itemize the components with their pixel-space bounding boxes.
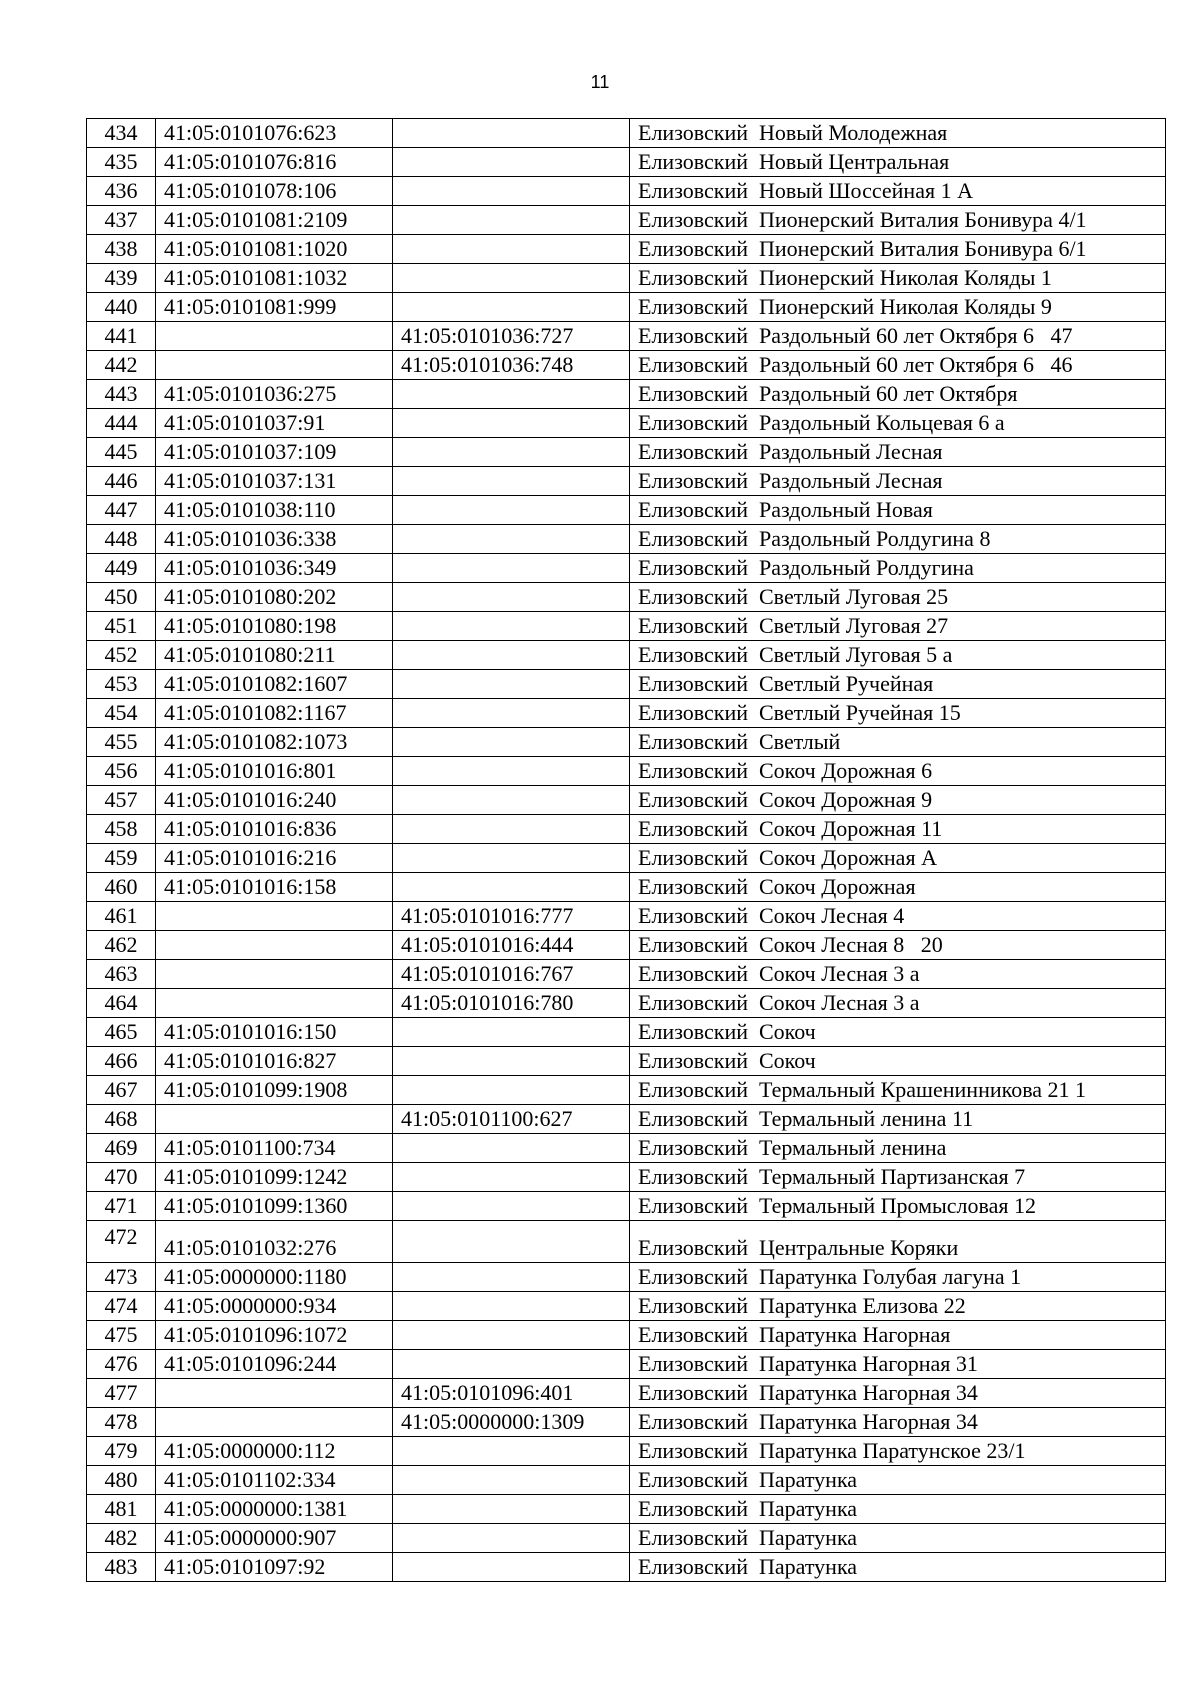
related-cadastral-number-cell <box>393 1192 630 1221</box>
row-number-cell: 463 <box>87 960 156 989</box>
related-cadastral-number-cell <box>393 583 630 612</box>
cadastral-number-cell <box>156 902 393 931</box>
table-row <box>87 641 1166 670</box>
cadastral-number-cell <box>156 322 393 351</box>
related-cadastral-number-cell <box>393 1076 630 1105</box>
cadastral-number-cell: 41:05:0101099:1360 <box>156 1192 393 1221</box>
row-number-cell: 461 <box>87 902 156 931</box>
table-row <box>87 351 1166 380</box>
cadastral-number-cell: 41:05:0101016:150 <box>156 1018 393 1047</box>
related-cadastral-number-cell <box>393 293 630 322</box>
cadastral-number-cell: 41:05:0101081:2109 <box>156 206 393 235</box>
address-cell: Елизовский Светлый Луговая 27 <box>630 612 1166 641</box>
row-number-cell: 444 <box>87 409 156 438</box>
address-cell: Елизовский Термальный Крашенинникова 21 1 <box>630 1076 1166 1105</box>
row-number-cell: 435 <box>87 148 156 177</box>
cadastral-number-cell: 41:05:0101100:734 <box>156 1134 393 1163</box>
table-row <box>87 989 1166 1018</box>
address-cell: Елизовский Сокоч Лесная 8 20 <box>630 931 1166 960</box>
related-cadastral-number-cell <box>393 786 630 815</box>
row-number-cell: 482 <box>87 1524 156 1553</box>
row-number-cell: 470 <box>87 1163 156 1192</box>
row-number-cell: 462 <box>87 931 156 960</box>
table-row <box>87 815 1166 844</box>
row-number-cell: 474 <box>87 1292 156 1321</box>
row-number-cell: 449 <box>87 554 156 583</box>
related-cadastral-number-cell: 41:05:0101016:780 <box>393 989 630 1018</box>
table-row <box>87 1134 1166 1163</box>
row-number-cell: 443 <box>87 380 156 409</box>
row-number-cell: 445 <box>87 438 156 467</box>
table-row <box>87 902 1166 931</box>
related-cadastral-number-cell: 41:05:0101016:777 <box>393 902 630 931</box>
row-number-cell: 453 <box>87 670 156 699</box>
related-cadastral-number-cell <box>393 1134 630 1163</box>
related-cadastral-number-cell <box>393 641 630 670</box>
row-number-cell: 483 <box>87 1553 156 1582</box>
related-cadastral-number-cell <box>393 815 630 844</box>
related-cadastral-number-cell <box>393 1292 630 1321</box>
cadastral-number-cell: 41:05:0101102:334 <box>156 1466 393 1495</box>
cadastral-number-cell: 41:05:0101080:211 <box>156 641 393 670</box>
cadastral-number-cell: 41:05:0101096:244 <box>156 1350 393 1379</box>
related-cadastral-number-cell <box>393 1553 630 1582</box>
address-cell: Елизовский Раздольный Ролдугина <box>630 554 1166 583</box>
related-cadastral-number-cell <box>393 757 630 786</box>
cadastral-number-cell: 41:05:0101081:1032 <box>156 264 393 293</box>
address-cell: Елизовский Сокоч Лесная 4 <box>630 902 1166 931</box>
row-number-cell: 452 <box>87 641 156 670</box>
row-number-cell: 454 <box>87 699 156 728</box>
address-cell: Елизовский Паратунка Нагорная 31 <box>630 1350 1166 1379</box>
table-row <box>87 380 1166 409</box>
address-cell: Елизовский Новый Молодежная <box>630 119 1166 148</box>
address-cell: Елизовский Пионерский Виталия Бонивура 6/1 <box>630 235 1166 264</box>
row-number-cell: 459 <box>87 844 156 873</box>
table-row <box>87 728 1166 757</box>
row-number-cell: 467 <box>87 1076 156 1105</box>
related-cadastral-number-cell <box>393 873 630 902</box>
cadastral-number-cell: 41:05:0101097:92 <box>156 1553 393 1582</box>
related-cadastral-number-cell: 41:05:0000000:1309 <box>393 1408 630 1437</box>
cadastral-table <box>86 118 1166 1582</box>
cadastral-number-cell: 41:05:0101036:275 <box>156 380 393 409</box>
row-number-cell: 475 <box>87 1321 156 1350</box>
row-number-cell: 460 <box>87 873 156 902</box>
address-cell: Елизовский Сокоч Дорожная 11 <box>630 815 1166 844</box>
table-row <box>87 1437 1166 1466</box>
cadastral-number-cell: 41:05:0000000:934 <box>156 1292 393 1321</box>
related-cadastral-number-cell: 41:05:0101036:748 <box>393 351 630 380</box>
table-row <box>87 1408 1166 1437</box>
row-number-cell: 468 <box>87 1105 156 1134</box>
related-cadastral-number-cell <box>393 119 630 148</box>
address-cell: Елизовский Светлый Ручейная <box>630 670 1166 699</box>
cadastral-number-cell: 41:05:0101016:836 <box>156 815 393 844</box>
row-number-cell: 446 <box>87 467 156 496</box>
table-row <box>87 525 1166 554</box>
related-cadastral-number-cell <box>393 148 630 177</box>
row-number-cell: 436 <box>87 177 156 206</box>
address-cell: Елизовский Раздольный Лесная <box>630 438 1166 467</box>
row-number-cell: 476 <box>87 1350 156 1379</box>
address-cell: Елизовский Светлый <box>630 728 1166 757</box>
related-cadastral-number-cell <box>393 264 630 293</box>
row-number-cell: 451 <box>87 612 156 641</box>
table-row <box>87 293 1166 322</box>
related-cadastral-number-cell <box>393 1437 630 1466</box>
cadastral-number-cell: 41:05:0101080:202 <box>156 583 393 612</box>
related-cadastral-number-cell <box>393 1018 630 1047</box>
address-cell: Елизовский Раздольный 60 лет Октября 6 46 <box>630 351 1166 380</box>
address-cell: Елизовский Сокоч Дорожная 6 <box>630 757 1166 786</box>
row-number-cell: 440 <box>87 293 156 322</box>
address-cell: Елизовский Раздольный Лесная <box>630 467 1166 496</box>
table-row <box>87 1466 1166 1495</box>
related-cadastral-number-cell <box>393 844 630 873</box>
address-cell: Елизовский Светлый Ручейная 15 <box>630 699 1166 728</box>
address-cell: Елизовский Пионерский Виталия Бонивура 4/1 <box>630 206 1166 235</box>
related-cadastral-number-cell <box>393 496 630 525</box>
row-number-cell: 434 <box>87 119 156 148</box>
row-number-cell: 481 <box>87 1495 156 1524</box>
table-row <box>87 960 1166 989</box>
address-cell: Елизовский Термальный Промысловая 12 <box>630 1192 1166 1221</box>
row-number-cell: 447 <box>87 496 156 525</box>
cadastral-number-cell: 41:05:0101096:1072 <box>156 1321 393 1350</box>
related-cadastral-number-cell <box>393 612 630 641</box>
table-row <box>87 1495 1166 1524</box>
table-row <box>87 670 1166 699</box>
page-number: 11 <box>590 72 610 92</box>
cadastral-number-cell: 41:05:0101016:158 <box>156 873 393 902</box>
address-cell: Елизовский Паратунка <box>630 1466 1166 1495</box>
related-cadastral-number-cell <box>393 1221 630 1263</box>
address-cell: Елизовский Паратунка Голубая лагуна 1 <box>630 1263 1166 1292</box>
cadastral-number-cell: 41:05:0101038:110 <box>156 496 393 525</box>
cadastral-number-cell: 41:05:0101016:801 <box>156 757 393 786</box>
cadastral-number-cell: 41:05:0101016:827 <box>156 1047 393 1076</box>
address-cell: Елизовский Раздольный Кольцевая 6 а <box>630 409 1166 438</box>
cadastral-number-cell: 41:05:0000000:1381 <box>156 1495 393 1524</box>
address-cell: Елизовский Сокоч Дорожная <box>630 873 1166 902</box>
cadastral-number-cell: 41:05:0101081:999 <box>156 293 393 322</box>
related-cadastral-number-cell <box>393 1263 630 1292</box>
row-number-cell: 464 <box>87 989 156 1018</box>
table-row <box>87 1047 1166 1076</box>
address-cell: Елизовский Светлый Луговая 5 а <box>630 641 1166 670</box>
table-row <box>87 177 1166 206</box>
table-row <box>87 1263 1166 1292</box>
row-number-cell: 478 <box>87 1408 156 1437</box>
address-cell: Елизовский Сокоч <box>630 1047 1166 1076</box>
cadastral-number-cell: 41:05:0101037:91 <box>156 409 393 438</box>
address-cell: Елизовский Новый Шоссейная 1 А <box>630 177 1166 206</box>
table-row <box>87 1553 1166 1582</box>
address-cell: Елизовский Паратунка Нагорная 34 <box>630 1379 1166 1408</box>
cadastral-number-cell <box>156 989 393 1018</box>
cadastral-number-cell: 41:05:0101016:240 <box>156 786 393 815</box>
row-number-cell: 442 <box>87 351 156 380</box>
address-cell: Елизовский Сокоч Лесная 3 а <box>630 960 1166 989</box>
address-cell: Елизовский Паратунка <box>630 1553 1166 1582</box>
related-cadastral-number-cell <box>393 1466 630 1495</box>
related-cadastral-number-cell: 41:05:0101016:767 <box>393 960 630 989</box>
address-cell: Елизовский Сокоч <box>630 1018 1166 1047</box>
related-cadastral-number-cell: 41:05:0101016:444 <box>393 931 630 960</box>
table-row <box>87 409 1166 438</box>
address-cell: Елизовский Сокоч Дорожная 9 <box>630 786 1166 815</box>
table-row <box>87 844 1166 873</box>
table-row <box>87 467 1166 496</box>
row-number-cell: 448 <box>87 525 156 554</box>
table-row <box>87 757 1166 786</box>
table-row <box>87 873 1166 902</box>
table-row <box>87 1192 1166 1221</box>
cadastral-number-cell <box>156 931 393 960</box>
cadastral-number-cell: 41:05:0101076:816 <box>156 148 393 177</box>
row-number-cell: 457 <box>87 786 156 815</box>
address-cell: Елизовский Пионерский Николая Коляды 1 <box>630 264 1166 293</box>
related-cadastral-number-cell <box>393 1524 630 1553</box>
address-cell: Елизовский Паратунка Нагорная 34 <box>630 1408 1166 1437</box>
cadastral-number-cell: 41:05:0000000:907 <box>156 1524 393 1553</box>
address-cell: Елизовский Центральные Коряки <box>630 1221 1166 1263</box>
related-cadastral-number-cell <box>393 206 630 235</box>
table-row <box>87 554 1166 583</box>
row-number-cell: 439 <box>87 264 156 293</box>
row-number-cell: 456 <box>87 757 156 786</box>
related-cadastral-number-cell <box>393 1350 630 1379</box>
related-cadastral-number-cell <box>393 1495 630 1524</box>
row-number-cell: 437 <box>87 206 156 235</box>
related-cadastral-number-cell <box>393 1321 630 1350</box>
cadastral-number-cell: 41:05:0000000:1180 <box>156 1263 393 1292</box>
table-row <box>87 119 1166 148</box>
cadastral-number-cell: 41:05:0101016:216 <box>156 844 393 873</box>
address-cell: Елизовский Термальный ленина <box>630 1134 1166 1163</box>
address-cell: Елизовский Светлый Луговая 25 <box>630 583 1166 612</box>
table-row <box>87 1379 1166 1408</box>
address-cell: Елизовский Раздольный 60 лет Октября 6 47 <box>630 322 1166 351</box>
cadastral-number-cell: 41:05:0101099:1242 <box>156 1163 393 1192</box>
table-row <box>87 1018 1166 1047</box>
cadastral-number-cell: 41:05:0101078:106 <box>156 177 393 206</box>
address-cell: Елизовский Паратунка Елизова 22 <box>630 1292 1166 1321</box>
table-row <box>87 1350 1166 1379</box>
address-cell: Елизовский Термальный Партизанская 7 <box>630 1163 1166 1192</box>
cadastral-number-cell: 41:05:0101099:1908 <box>156 1076 393 1105</box>
cadastral-number-cell: 41:05:0101080:198 <box>156 612 393 641</box>
related-cadastral-number-cell <box>393 554 630 583</box>
address-cell: Елизовский Паратунка Нагорная <box>630 1321 1166 1350</box>
cadastral-number-cell: 41:05:0101082:1073 <box>156 728 393 757</box>
related-cadastral-number-cell <box>393 380 630 409</box>
table-row <box>87 496 1166 525</box>
table-row <box>87 1321 1166 1350</box>
cadastral-number-cell <box>156 960 393 989</box>
related-cadastral-number-cell <box>393 699 630 728</box>
row-number-cell: 477 <box>87 1379 156 1408</box>
related-cadastral-number-cell: 41:05:0101096:401 <box>393 1379 630 1408</box>
row-number-cell: 479 <box>87 1437 156 1466</box>
cadastral-number-cell: 41:05:0000000:112 <box>156 1437 393 1466</box>
table-row <box>87 1292 1166 1321</box>
table-row <box>87 699 1166 728</box>
address-cell: Елизовский Раздольный Новая <box>630 496 1166 525</box>
related-cadastral-number-cell <box>393 670 630 699</box>
table-row <box>87 931 1166 960</box>
cadastral-number-cell: 41:05:0101037:131 <box>156 467 393 496</box>
row-number-cell: 438 <box>87 235 156 264</box>
table-row <box>87 264 1166 293</box>
address-cell: Елизовский Паратунка <box>630 1524 1166 1553</box>
cadastral-number-cell: 41:05:0101082:1607 <box>156 670 393 699</box>
row-number-cell: 469 <box>87 1134 156 1163</box>
cadastral-number-cell <box>156 351 393 380</box>
table-row <box>87 786 1166 815</box>
related-cadastral-number-cell <box>393 177 630 206</box>
table-row <box>87 612 1166 641</box>
row-number-cell: 466 <box>87 1047 156 1076</box>
table-row <box>87 206 1166 235</box>
table-row <box>87 1076 1166 1105</box>
address-cell: Елизовский Раздольный Ролдугина 8 <box>630 525 1166 554</box>
related-cadastral-number-cell <box>393 525 630 554</box>
address-cell: Елизовский Сокоч Дорожная А <box>630 844 1166 873</box>
cadastral-number-cell: 41:05:0101032:276 <box>156 1221 393 1263</box>
related-cadastral-number-cell <box>393 1047 630 1076</box>
table-row <box>87 1105 1166 1134</box>
address-cell: Елизовский Паратунка Паратунское 23/1 <box>630 1437 1166 1466</box>
table-row <box>87 438 1166 467</box>
cadastral-number-cell: 41:05:0101076:623 <box>156 119 393 148</box>
related-cadastral-number-cell <box>393 409 630 438</box>
row-number-cell: 471 <box>87 1192 156 1221</box>
address-cell: Елизовский Сокоч Лесная 3 а <box>630 989 1166 1018</box>
address-cell: Елизовский Термальный ленина 11 <box>630 1105 1166 1134</box>
cadastral-number-cell: 41:05:0101081:1020 <box>156 235 393 264</box>
table-row <box>87 1221 1166 1263</box>
related-cadastral-number-cell <box>393 438 630 467</box>
row-number-cell: 441 <box>87 322 156 351</box>
cadastral-number-cell: 41:05:0101037:109 <box>156 438 393 467</box>
cadastral-number-cell <box>156 1379 393 1408</box>
address-cell: Елизовский Паратунка <box>630 1495 1166 1524</box>
table-row <box>87 1163 1166 1192</box>
related-cadastral-number-cell <box>393 467 630 496</box>
table-row <box>87 322 1166 351</box>
address-cell: Елизовский Раздольный 60 лет Октября <box>630 380 1166 409</box>
row-number-cell: 473 <box>87 1263 156 1292</box>
cadastral-number-cell: 41:05:0101036:349 <box>156 554 393 583</box>
table-row <box>87 235 1166 264</box>
related-cadastral-number-cell: 41:05:0101036:727 <box>393 322 630 351</box>
cadastral-number-cell <box>156 1408 393 1437</box>
table-row <box>87 1524 1166 1553</box>
related-cadastral-number-cell <box>393 1163 630 1192</box>
related-cadastral-number-cell: 41:05:0101100:627 <box>393 1105 630 1134</box>
row-number-cell: 450 <box>87 583 156 612</box>
row-number-cell: 465 <box>87 1018 156 1047</box>
address-cell: Елизовский Новый Центральная <box>630 148 1166 177</box>
cadastral-number-cell: 41:05:0101082:1167 <box>156 699 393 728</box>
cadastral-number-cell <box>156 1105 393 1134</box>
related-cadastral-number-cell <box>393 235 630 264</box>
row-number-cell: 480 <box>87 1466 156 1495</box>
table-row <box>87 148 1166 177</box>
address-cell: Елизовский Пионерский Николая Коляды 9 <box>630 293 1166 322</box>
table-body <box>87 119 1166 1582</box>
row-number-cell: 472 <box>87 1221 156 1263</box>
row-number-cell: 455 <box>87 728 156 757</box>
cadastral-number-cell: 41:05:0101036:338 <box>156 525 393 554</box>
table-row <box>87 583 1166 612</box>
related-cadastral-number-cell <box>393 728 630 757</box>
row-number-cell: 458 <box>87 815 156 844</box>
